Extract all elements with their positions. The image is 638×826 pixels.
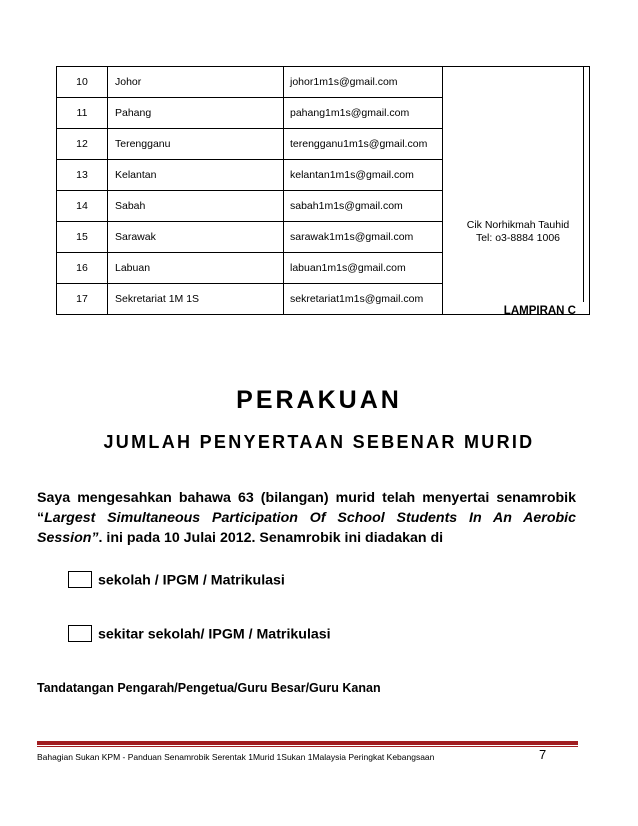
page-number: 7 — [539, 747, 547, 762]
row-state: Terengganu — [108, 129, 284, 160]
row-number: 15 — [57, 222, 108, 253]
appendix-label: LAMPIRAN C — [503, 305, 576, 317]
declaration-text-start: Saya mengesahkan bahawa 63 (bilangan) murid telah menyertai senamrobik “ — [37, 490, 576, 526]
declaration-event-name: Largest Simultaneous Participation Of School Students In An Aerobic Session” — [37, 510, 576, 546]
contact-block — [448, 219, 588, 245]
row-number: 10 — [57, 67, 108, 98]
table-row — [57, 191, 590, 222]
row-state: Pahang — [108, 98, 284, 129]
state-email-table — [56, 66, 590, 315]
declaration-paragraph — [37, 488, 576, 548]
row-state: Sabah — [108, 191, 284, 222]
row-email: johor1m1s@gmail.com — [284, 67, 443, 98]
table-right-border — [583, 66, 584, 302]
declaration-text-end: . ini pada 10 Julai 2012. Senamrobik ini diadakan di — [98, 530, 444, 546]
row-extra-cell — [443, 129, 590, 160]
row-state: Sekretariat 1M 1S — [108, 284, 284, 315]
signature-label: Tandatangan Pengarah/Pengetua/Guru Besar/Guru Kanan — [37, 681, 381, 695]
document-title: PERAKUAN — [236, 386, 402, 414]
table-row — [57, 67, 590, 98]
row-email: sarawak1m1s@gmail.com — [284, 222, 443, 253]
row-extra-cell — [443, 67, 590, 98]
contact-name: Cik Norhikmah Tauhid — [466, 219, 570, 231]
row-extra-cell — [443, 98, 590, 129]
contact-tel: Tel: o3-8884 1006 — [475, 232, 561, 244]
row-email: terengganu1m1s@gmail.com — [284, 129, 443, 160]
checkbox-near-school[interactable] — [68, 625, 92, 642]
row-state: Kelantan — [108, 160, 284, 191]
row-number: 12 — [57, 129, 108, 160]
table-row — [57, 253, 590, 284]
option-school — [68, 572, 285, 589]
document-subtitle: JUMLAH PENYERTAAN SEBENAR MURID — [103, 432, 535, 452]
row-email: sekretariat1m1s@gmail.com — [284, 284, 443, 315]
option-school-label: sekolah / IPGM / Matrikulasi — [98, 572, 285, 589]
checkbox-school[interactable] — [68, 571, 92, 588]
row-state: Labuan — [108, 253, 284, 284]
footer-text: Bahagian Sukan KPM - Panduan Senamrobik Serentak 1Murid 1Sukan 1Malaysia Peringkat Kebangsaan — [37, 752, 435, 762]
row-number: 11 — [57, 98, 108, 129]
row-state: Sarawak — [108, 222, 284, 253]
footer-divider-thin — [37, 746, 578, 747]
row-email: pahang1m1s@gmail.com — [284, 98, 443, 129]
option-near-school-label: sekitar sekolah/ IPGM / Matrikulasi — [98, 626, 331, 643]
table-row — [57, 98, 590, 129]
table-row — [57, 160, 590, 191]
row-email: sabah1m1s@gmail.com — [284, 191, 443, 222]
row-number: 14 — [57, 191, 108, 222]
row-number: 16 — [57, 253, 108, 284]
row-number: 17 — [57, 284, 108, 315]
footer-divider — [37, 741, 578, 745]
row-extra-cell — [443, 253, 590, 284]
row-state: Johor — [108, 67, 284, 98]
table-row — [57, 129, 590, 160]
option-near-school — [68, 626, 331, 643]
row-extra-cell — [443, 191, 590, 222]
row-extra-cell — [443, 160, 590, 191]
row-email: kelantan1m1s@gmail.com — [284, 160, 443, 191]
row-number: 13 — [57, 160, 108, 191]
row-email: labuan1m1s@gmail.com — [284, 253, 443, 284]
